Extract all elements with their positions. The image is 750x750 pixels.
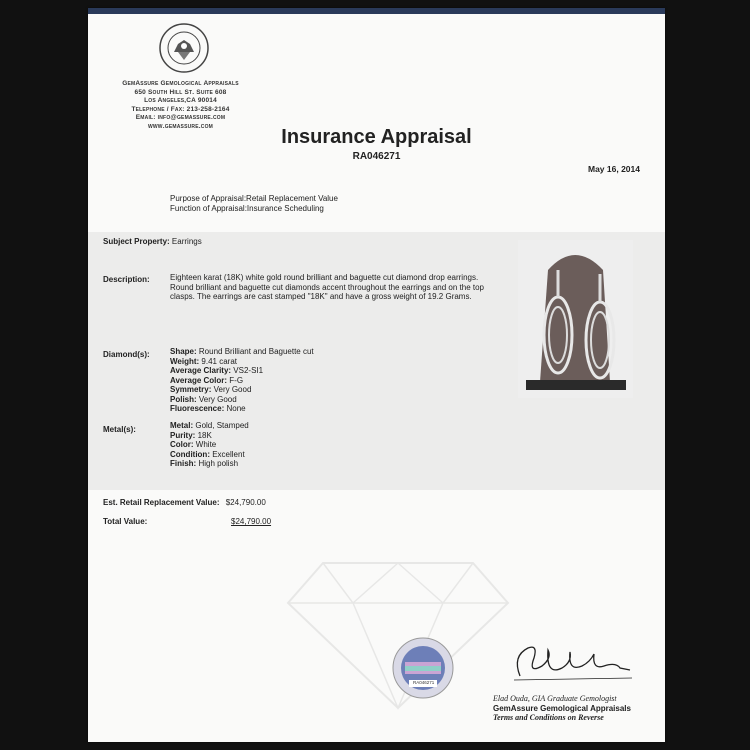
metal-row: Metal: Gold, Stamped xyxy=(170,421,249,430)
signature-block xyxy=(493,694,663,723)
company-name: GemAssure Gemological Appraisals xyxy=(122,80,239,87)
metals-details xyxy=(170,421,249,469)
diamonds-details xyxy=(170,347,314,414)
company-header xyxy=(88,80,273,131)
metals-label: Metal(s): xyxy=(103,425,136,434)
purpose-block xyxy=(170,194,338,213)
diamond-row: Fluorescence: None xyxy=(170,404,246,413)
signer-name: Elad Ouda, GIA Graduate Gemologist xyxy=(493,694,617,703)
diamonds-label: Diamond(s): xyxy=(103,350,150,359)
seal-number: RA046271 xyxy=(413,680,435,685)
diamond-row: Average Color: F-G xyxy=(170,375,244,385)
document-top-edge xyxy=(88,8,665,14)
description-label: Description: xyxy=(103,275,150,284)
address-line-2: Los Angeles,CA 90014 xyxy=(144,97,217,104)
metal-row: Color: White xyxy=(170,440,217,449)
metal-row: Condition: Excellent xyxy=(170,449,245,459)
description-text xyxy=(170,273,520,302)
address-line-1: 650 South Hill St. Suite 608 xyxy=(134,88,227,96)
metal-row: Finish: High polish xyxy=(170,459,239,468)
signature-image xyxy=(508,636,638,688)
total-value: $24,790.00 xyxy=(231,517,272,526)
earrings-image xyxy=(518,240,633,398)
purpose-line: Purpose of Appraisal:Retail Replacement Value xyxy=(170,194,338,203)
appraisal-document xyxy=(88,8,665,742)
replacement-value: $24,790.00 xyxy=(225,498,266,507)
website-line: www.gemassure.com xyxy=(147,122,214,130)
function-line: Function of Appraisal:Insurance Scheduling xyxy=(170,203,324,213)
terms-note: Terms and Conditions on Reverse xyxy=(493,713,604,722)
page-title: Insurance Appraisal xyxy=(281,126,472,148)
description-line-2: Round brilliant and baguette cut diamonds accent throughout the earrings and on the top xyxy=(170,282,484,292)
diamond-row: Weight: 9.41 carat xyxy=(170,356,237,366)
appraisal-number: RA046271 xyxy=(352,151,401,162)
replacement-value-row xyxy=(103,498,266,507)
diamond-row: Polish: Very Good xyxy=(170,394,237,404)
total-value-row xyxy=(103,517,147,526)
description-line-1: Eighteen karat (18K) white gold round brilliant and baguette cut diamond drop earrings. xyxy=(170,273,479,282)
diamond-row: Average Clarity: VS2-SI1 xyxy=(170,366,264,375)
metal-row: Purity: 18K xyxy=(170,430,212,440)
subject-row xyxy=(103,237,202,246)
description-line-3: clasps. The earrings are cast stamped "18K" and have a gross weight of 19.2 Grams. xyxy=(170,292,472,301)
subject-label: Subject Property: xyxy=(103,237,170,246)
diamond-row: Shape: Round Brilliant and Baguette cut xyxy=(170,347,314,356)
subject-value: Earrings xyxy=(171,237,202,246)
replacement-value-label: Est. Retail Replacement Value: xyxy=(103,498,220,507)
diamond-row: Symmetry: Very Good xyxy=(170,385,252,394)
phone-line: Telephone / Fax: 213-258-2164 xyxy=(131,105,230,113)
appraisal-date: May 16, 2014 xyxy=(588,164,640,174)
email-line: Email: info@gemassure.com xyxy=(135,114,226,121)
signer-company: GemAssure Gemological Appraisals xyxy=(493,703,631,713)
hologram-seal xyxy=(391,636,455,700)
earrings-photo xyxy=(518,240,633,398)
total-value-label: Total Value: xyxy=(103,517,148,526)
gemassure-logo xyxy=(158,22,210,74)
